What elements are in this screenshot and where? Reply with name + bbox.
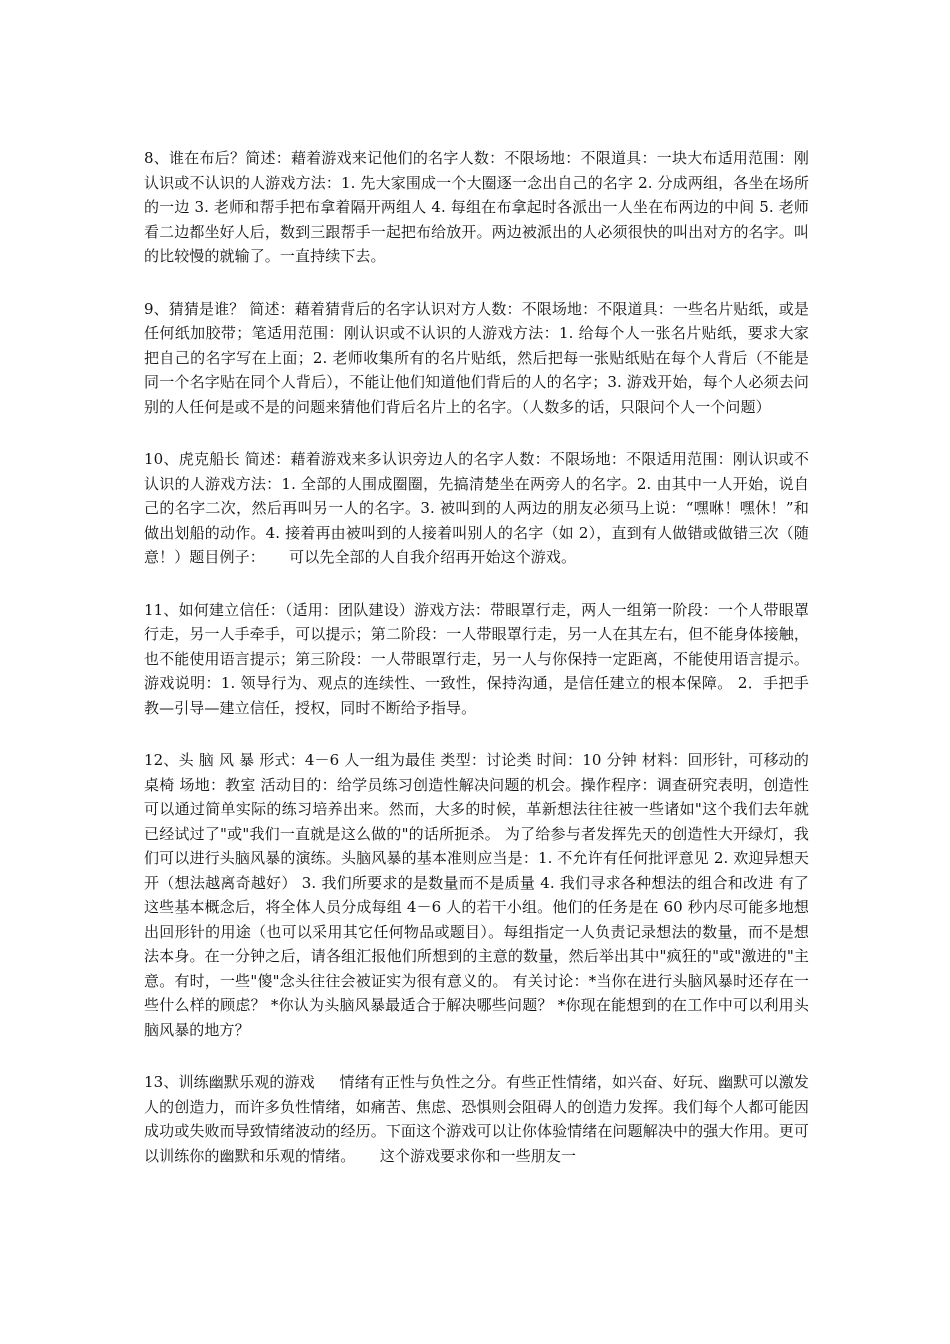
paragraph-game-10: 10、虎克船长 简述：藉着游戏来多认识旁边人的名字人数：不限场地：不限适用范围：刚认识或不认识的人游戏方法：1. 全部的人围成圈圈，先搞清楚坐在两旁人的名字。2. 由其中一人开始，说自己的名字二次，然后再叫另一人的名字。3. 被叫到的人两边的朋友必须马上说：“嘿咻！嘿休！”和做出划船的动作。4. 接着再由被叫到的人接着叫别人的名字（如 2），直到有人做错或做错三次（随意！）题目例子： 可以先全部的人自我介绍再开始这个游戏。 [144,450,809,566]
paragraph-game-11: 11、如何建立信任：（适用：团队建设）游戏方法：带眼罩行走，两人一组第一阶段：一个人带眼罩行走，另一人手牵手，可以提示；第二阶段：一人带眼罩行走，另一人在其左右，但不能身体接触，也不能使用语言提示；第三阶段：一人带眼罩行走，另一人与你保持一定距离，不能使用语言提示。游戏说明：1. 领导行为、观点的连续性、一致性，保持沟通，是信任建立的根本保障。 2．手把手教—引导—建立信任，授权，同时不断给予指导。 [144,600,809,717]
paragraph-game-8: 8、谁在布后？简述：藉着游戏来记他们的名字人数：不限场地：不限道具：一块大布适用范围：刚认识或不认识的人游戏方法：1. 先大家围成一个大圈逐一念出自己的名字 2. 分成两组，各坐在场所的一边 3. 老师和帮手把布拿着隔开两组人 4. 每组在布拿起时各派出一人坐在布两边的中间 5. 老师看二边都坐好人后，数到三跟帮手一起把布给放开。两边被派出的人必须很快的叫出对方的名字。叫的比较慢的就输了。一直持续下去。 [144,149,809,265]
paragraph-game-13: 13、训练幽默乐观的游戏 情绪有正性与负性之分。有些正性情绪，如兴奋、好玩、幽默可以激发人的创造力，而许多负性情绪，如痛苦、焦虑、恐惧则会阻碍人的创造力发挥。我们每个人都可能因成功或失败而导致情绪波动的经历。下面这个游戏可以让你体验情绪在问题解决中的强大作用。更可以训练你的幽默和乐观的情绪。 这个游戏要求你和一些朋友一 [144,1073,809,1165]
paragraph-game-9: 9、猜猜是谁？ 简述：藉着猜背后的名字认识对方人数：不限场地：不限道具：一些名片贴纸，或是任何纸加胶带；笔适用范围：刚认识或不认识的人游戏方法：1. 给每个人一张名片贴纸，要求大家把自己的名字写在上面；2. 老师收集所有的名片贴纸，然后把每一张贴纸贴在每个人背后（不能是同一个名字贴在同个人背后），不能让他们知道他们背后的人的名字；3. 游戏开始，每个人必须去问别的人任何是或不是的问题来猜他们背后名片上的名字。（人数多的话，只限问个人一个问题） [144,299,809,416]
document-body [144,146,809,1196]
paragraph-game-12: 12、头 脑 风 暴 形式：4－6 人一组为最佳 类型：讨论类 时间：10 分钟 材料：回形针，可移动的桌椅 场地：教室 活动目的：给学员练习创造性解决问题的机会。操作程序：调查研究表明，创造性可以通过简单实际的练习培养出来。然而，大多的时候，革新想法往往被一些诸如"这个我们去年就已经试过了"或"我们一直就是这么做的"的话所扼杀。 为了给参与者发挥先天的创造性大开绿灯，我们可以进行头脑风暴的演练。头脑风暴的基本准则应当是：1. 不允许有任何批评意见 2. 欢迎异想天开（想法越离奇越好） 3. 我们所要求的是数量而不是质量 4. 我们寻求各种想法的组合和改进 有了这些基本概念后，将全体人员分成每组 4－6 人的若干小组。他们的任务是在 60 秒内尽可能多地想出回形针的用途（也可以采用其它任何物品或题目）。每组指定一人负责记录想法的数量，而不是想法本身。在一分钟之后，请各组汇报他们所想到的主意的数量，然后举出其中"疯狂的"或"激进的"主意。有时，一些"傻"念头往往会被证实为很有意义的。 有关讨论：*当你在进行头脑风暴时还存在一些什么样的顾虑？ *你认为头脑风暴最适合于解决哪些问题？ *你现在能想到的在工作中可以利用头脑风暴的地方？ [144,751,809,1039]
